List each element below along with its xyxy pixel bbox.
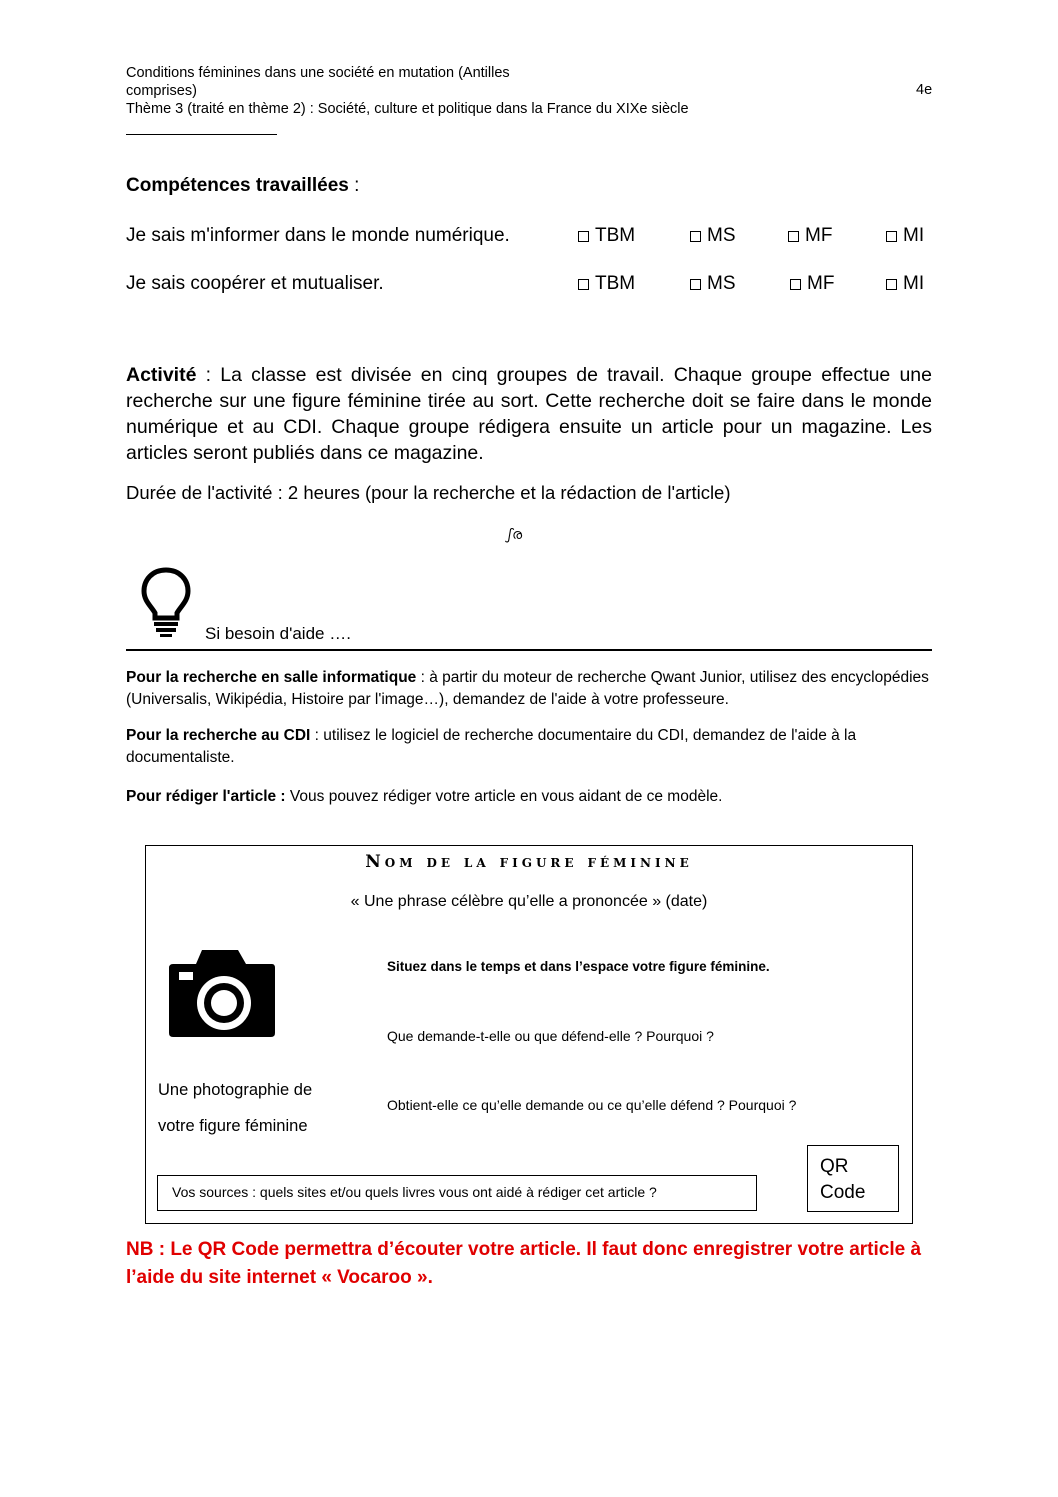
header-line-3: Thème 3 (traité en thème 2) : Société, culture et politique dans la France du XIXe siècle <box>126 101 689 117</box>
model-title: Nom de la figure féminine <box>365 852 693 872</box>
skill2-option-ms[interactable]: MS <box>690 273 736 295</box>
checkbox[interactable] <box>788 231 799 242</box>
qr-code-box: QR Code <box>807 1145 899 1212</box>
sources-box: Vos sources : quels sites et/ou quels livres vous ont aidé à rédiger cet article ? <box>157 1175 757 1211</box>
header-line-1: Conditions féminines dans une société en mutation (Antilles <box>126 65 510 81</box>
lightbulb-icon <box>140 566 192 643</box>
skills-title: Compétences travaillées : <box>126 175 360 196</box>
question-2: Que demande-t-elle ou que défend-elle ? Pourquoi ? <box>387 1028 714 1044</box>
checkbox[interactable] <box>578 279 589 290</box>
camera-icon <box>168 948 276 1043</box>
skill2-option-tbm[interactable]: TBM <box>578 273 635 295</box>
header-line-2: comprises) <box>126 83 197 99</box>
skill1-option-ms[interactable]: MS <box>690 225 736 247</box>
nb-note: NB : Le QR Code permettra d’écouter votre article. Il faut donc enregistrer votre article à l’aide du site internet « Vocaroo ». <box>126 1239 922 1288</box>
skill2-option-mi[interactable]: MI <box>886 273 924 295</box>
skill-row-label-2: Je sais coopérer et mutualiser. <box>126 273 384 294</box>
checkbox[interactable] <box>886 279 897 290</box>
checkbox[interactable] <box>886 231 897 242</box>
skill2-option-mf[interactable]: MF <box>790 273 834 295</box>
divider <box>126 649 932 651</box>
question-3: Obtient-elle ce qu’elle demande ou ce qu’elle défend ? Pourquoi ? <box>387 1097 797 1113</box>
skill-row-label-1: Je sais m'informer dans le monde numérique. <box>126 225 510 246</box>
skill1-option-mf[interactable]: MF <box>788 225 832 247</box>
help-item-3: Pour rédiger l'article : Vous pouvez rédiger votre article en vous aidant de ce modèle. <box>126 788 723 805</box>
model-quote: « Une phrase célèbre qu’elle a prononcée » (date) <box>350 893 708 910</box>
level-label: 4e <box>916 82 933 98</box>
question-1: Situez dans le temps et dans l’espace votre figure féminine. <box>387 959 770 974</box>
ornament: ഽര <box>505 526 523 542</box>
help-title: Si besoin d'aide …. <box>205 624 351 643</box>
activity-paragraph: Activité : La classe est divisée en cinq groupes de travail. Chaque groupe effectue une recherche sur une figure féminine tirée au sort. Cette recherche doit se faire dans le monde numérique et au CDI. Chaque groupe rédigera ensuite un article pour un magazine. Les articles seront publiés dans ce magazine. <box>126 364 932 464</box>
checkbox[interactable] <box>790 279 801 290</box>
skill1-option-mi[interactable]: MI <box>886 225 924 247</box>
checkbox[interactable] <box>578 231 589 242</box>
checkbox[interactable] <box>690 279 701 290</box>
help-item-1: Pour la recherche en salle informatique : à partir du moteur de recherche Qwant Junior, utilisez des encyclopédies (Universalis, Wikipédia, Histoire par l'image…), demandez de l'aide à votre professeure. <box>126 669 929 708</box>
photo-caption: Une photographie de votre figure féminine <box>158 1081 313 1135</box>
header-separator <box>126 134 277 135</box>
skill1-option-tbm[interactable]: TBM <box>578 225 635 247</box>
activity-duration: Durée de l'activité : 2 heures (pour la recherche et la rédaction de l'article) <box>126 482 731 503</box>
help-item-2: Pour la recherche au CDI : utilisez le logiciel de recherche documentaire du CDI, demandez de l'aide à la documentaliste. <box>126 727 857 766</box>
checkbox[interactable] <box>690 231 701 242</box>
